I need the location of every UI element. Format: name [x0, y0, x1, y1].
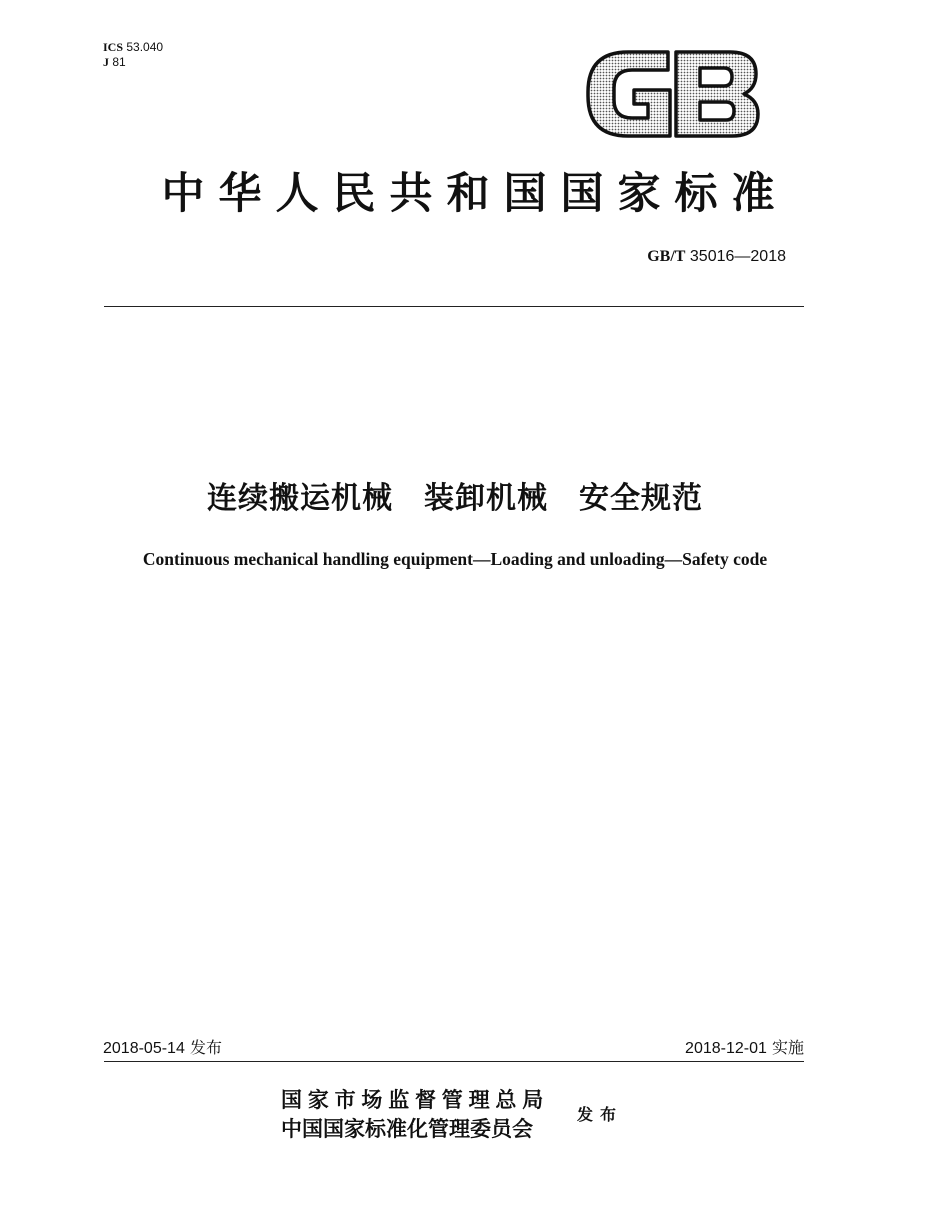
ccs-label: J: [103, 55, 109, 69]
standard-code: 35016—2018: [689, 248, 786, 265]
implementation-date-label: 实施: [771, 1038, 804, 1057]
issue-date-label: 发布: [189, 1038, 222, 1057]
standard-prefix: GB/T: [647, 248, 686, 265]
top-divider: [104, 306, 804, 307]
ccs-line: [103, 55, 163, 70]
national-standard-title: 中华人民共和国国家标准: [161, 169, 789, 219]
bottom-divider: [104, 1061, 804, 1062]
classification-codes: [103, 40, 163, 70]
title-chinese: 连续搬运机械 装卸机械 安全规范: [207, 481, 703, 516]
gb-logo: [584, 50, 760, 138]
implementation-date: [685, 1035, 804, 1058]
publishers-block: [281, 1085, 549, 1143]
ics-code: 53.040: [126, 40, 164, 54]
publisher-samr: 国家市场监督管理总局: [281, 1087, 549, 1112]
ccs-code: 81: [112, 55, 126, 69]
issue-date-value: 2018-05-14: [103, 1040, 185, 1057]
publish-verb: 发布: [577, 1105, 624, 1124]
standard-number: [647, 248, 786, 266]
implementation-date-value: 2018-12-01: [685, 1040, 767, 1057]
ics-label: ICS: [103, 40, 124, 54]
ics-line: [103, 40, 163, 55]
issue-date: [103, 1035, 222, 1058]
publisher-sac: 中国国家标准化管理委员会: [281, 1116, 533, 1141]
title-english: Continuous mechanical handling equipment—Loading and unloading—Safety code: [142, 549, 768, 569]
